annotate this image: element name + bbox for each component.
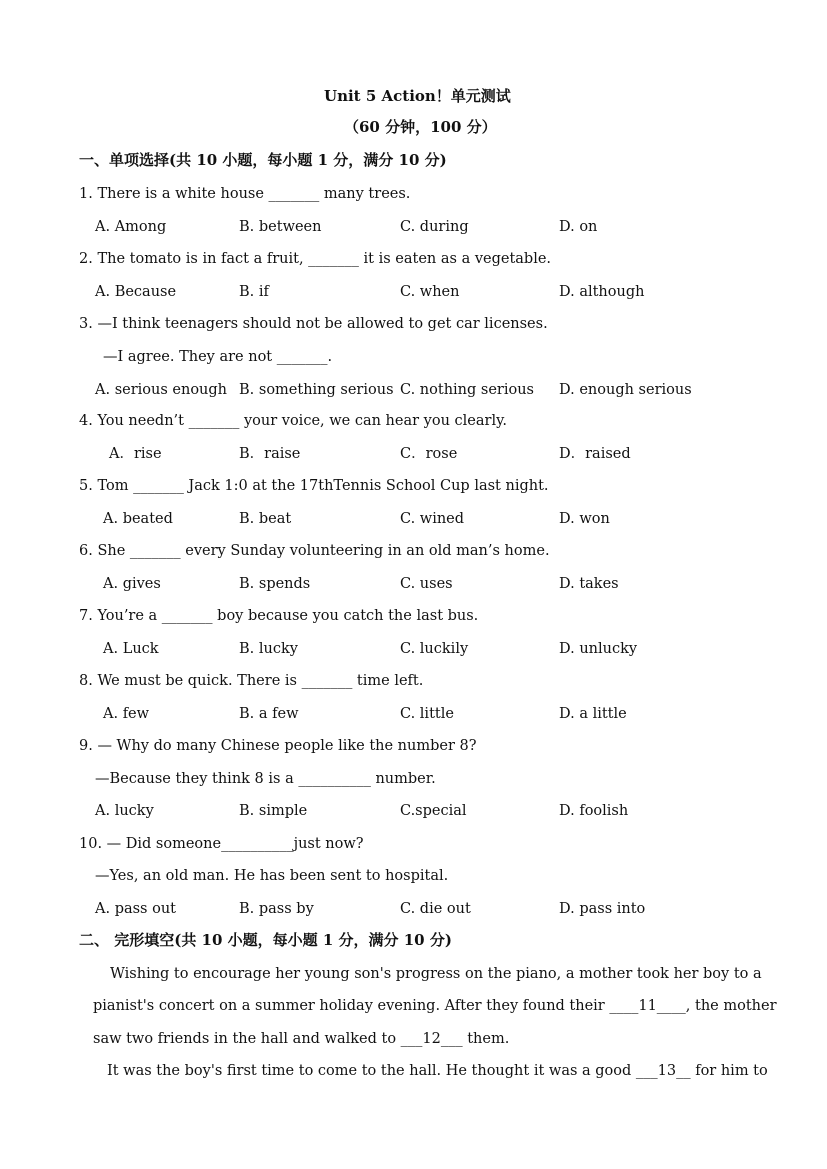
option-a: A. Among: [95, 219, 167, 235]
option-b: B. simple: [239, 803, 308, 819]
option-c: C. nothing serious: [400, 382, 534, 398]
option-d: D. enough serious: [559, 382, 692, 398]
option-b: B. beat: [239, 511, 292, 527]
option-c: C. uses: [400, 576, 453, 592]
option-a: A. beated: [103, 511, 173, 527]
passage-line: saw two friends in the hall and walked to ___12___ them.: [93, 1031, 510, 1047]
section-heading-2: 二、 完形填空(共 10 小题，每小题 1 分，满分 10 分): [79, 931, 452, 949]
passage-line: pianist's concert on a summer holiday evening. After they found their ____11____, the mother: [93, 998, 777, 1014]
option-d: D. unlucky: [559, 641, 638, 657]
option-c: C. luckily: [400, 641, 469, 657]
option-c: C．rose: [400, 446, 458, 462]
option-a: A. pass out: [95, 901, 177, 917]
question-stem: 9. — Why do many Chinese people like the number 8?: [79, 738, 477, 754]
question-stem: 8. We must be quick. There is _______ time left.: [79, 673, 424, 689]
question-reply: —Yes, an old man. He has been sent to hospital.: [95, 868, 449, 884]
option-d: D．raised: [559, 446, 631, 462]
question-stem: 1. There is a white house _______ many trees.: [79, 186, 411, 202]
option-a: A. serious enough: [95, 382, 228, 398]
option-d: D. foolish: [559, 803, 629, 819]
option-b: B. something serious: [239, 382, 394, 398]
option-a: A. Because: [95, 284, 177, 300]
option-b: B. if: [239, 284, 269, 300]
option-d: D. won: [559, 511, 610, 527]
option-d: D. on: [559, 219, 598, 235]
question-reply: —Because they think 8 is a __________ number.: [95, 771, 436, 787]
option-b: B. spends: [239, 576, 311, 592]
option-b: B. lucky: [239, 641, 298, 657]
option-b: B．raise: [239, 446, 301, 462]
option-c: C. during: [400, 219, 469, 235]
question-stem: 6. She _______ every Sunday volunteering in an old man’s home.: [79, 543, 550, 559]
option-a: A. few: [103, 706, 150, 722]
option-c: C. little: [400, 706, 454, 722]
option-d: D. takes: [559, 576, 619, 592]
option-b: B. between: [239, 219, 322, 235]
option-a: A. Luck: [103, 641, 159, 657]
page-title: Unit 5 Action！单元测试: [324, 87, 511, 105]
question-reply: —I agree. They are not _______.: [103, 349, 333, 365]
option-c: C. die out: [400, 901, 471, 917]
option-b: B. a few: [239, 706, 299, 722]
question-stem: 2. The tomato is in fact a fruit, _______ it is eaten as a vegetable.: [79, 251, 552, 267]
passage-line: Wishing to encourage her young son's progress on the piano, a mother took her boy to a: [110, 966, 762, 982]
option-c: C.special: [400, 803, 467, 819]
passage-line: It was the boy's first time to come to the hall. He thought it was a good ___13__ for him to: [107, 1063, 768, 1079]
option-c: C. wined: [400, 511, 465, 527]
section-heading-1: 一、单项选择(共 10 小题，每小题 1 分，满分 10 分): [79, 151, 447, 169]
question-stem: 5. Tom _______ Jack 1:0 at the 17thTennis School Cup last night.: [79, 478, 549, 494]
page-subtitle: （60 分钟，100 分）: [344, 118, 497, 136]
option-d: D. although: [559, 284, 645, 300]
question-stem: 7. You’re a _______ boy because you catch the last bus.: [79, 608, 479, 624]
question-stem: 3. —I think teenagers should not be allowed to get car licenses.: [79, 316, 548, 332]
option-c: C. when: [400, 284, 460, 300]
option-b: B. pass by: [239, 901, 314, 917]
option-a: A．rise: [109, 446, 162, 462]
option-d: D. pass into: [559, 901, 646, 917]
option-a: A. lucky: [95, 803, 154, 819]
question-stem: 4. You needn’t _______ your voice, we can hear you clearly.: [79, 413, 507, 429]
option-a: A. gives: [103, 576, 161, 592]
question-stem: 10. — Did someone__________just now?: [79, 836, 364, 852]
option-d: D. a little: [559, 706, 627, 722]
